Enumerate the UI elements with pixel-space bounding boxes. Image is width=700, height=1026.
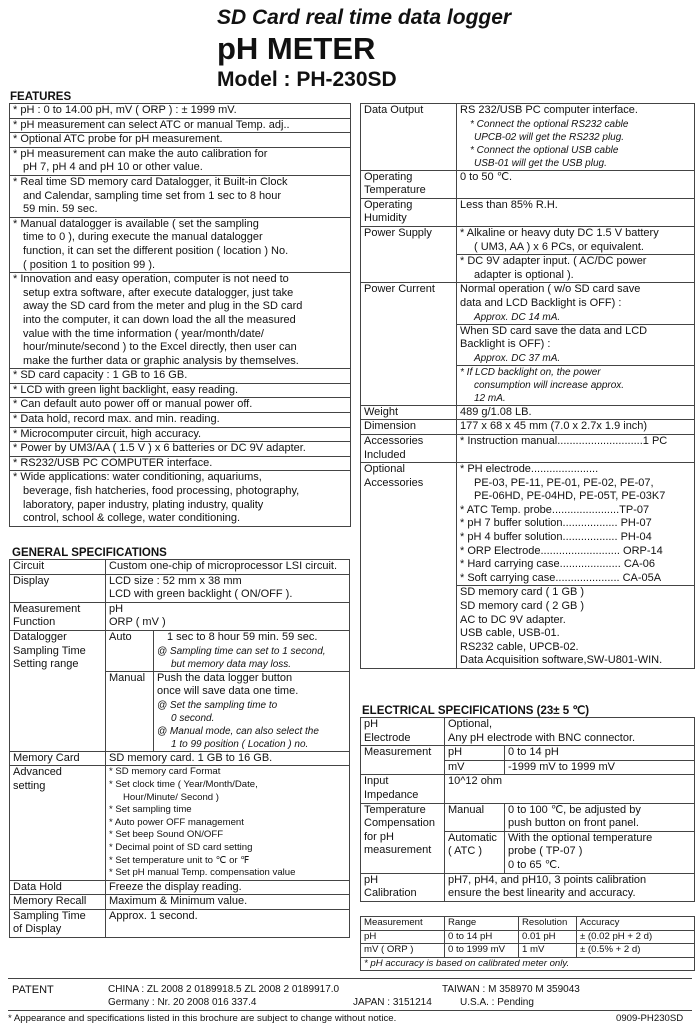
spec-label: Advanced setting: [10, 766, 106, 880]
spec-sublabel: Manual: [106, 671, 154, 751]
feature-text: * Microcomputer circuit, high accuracy.: [10, 427, 351, 442]
feature-item: [10, 456, 351, 471]
patent-divider-bottom: [8, 1010, 692, 1011]
feature-item: [10, 147, 351, 175]
spec-row-ph-electrode: [361, 718, 695, 746]
spec-row-impedance: [361, 775, 695, 803]
table-cell: ± (0.5% + 2 d): [577, 944, 695, 958]
right-specs-table: [360, 103, 695, 669]
column-header: Range: [445, 917, 519, 931]
patent-divider-top: [8, 978, 692, 979]
feature-text: * Optional ATC probe for pH measurement.: [10, 133, 351, 148]
feature-item: [10, 217, 351, 272]
spec-row-op-temp: [361, 170, 695, 198]
spec-label: Temperature Compensation for pH measurement: [361, 803, 445, 873]
spec-value: Freeze the display reading.: [106, 880, 350, 895]
spec-sublabel: Manual: [445, 803, 505, 831]
feature-item: [10, 273, 351, 369]
feature-text: * Manual datalogger is available ( set the sampling time to 0 ), during execute the manual datalogger function, it can set the different position ( location ) No. ( position 1 to position 99 ).: [10, 217, 351, 272]
advanced-setting-item: * SD memory card Format: [109, 766, 221, 778]
feature-text: * Data hold, record max. and min. reading.: [10, 413, 351, 428]
optional-accessory-item: PE-06HD, PE-04HD, PE-05T, PE-03K7: [474, 490, 666, 503]
general-specs-table: [9, 559, 350, 938]
spec-label: Dimension: [361, 420, 457, 435]
table-row: [361, 930, 695, 944]
spec-label: Weight: [361, 405, 457, 420]
spec-label: Sampling Time of Display: [10, 909, 106, 937]
spec-value: -1999 mV to 1999 mV: [505, 760, 695, 775]
spec-value: * Instruction manual............................1 PC: [457, 434, 695, 462]
spec-row-power-current: [361, 283, 695, 405]
feature-text: * pH measurement can select ATC or manual Temp. adj..: [10, 118, 351, 133]
table-cell: 0.01 pH: [519, 930, 577, 944]
spec-label: Accessories Included: [361, 434, 457, 462]
spec-value: Less than 85% R.H.: [457, 198, 695, 226]
feature-text: * LCD with green light backlight, easy reading.: [10, 383, 351, 398]
table-cell: 1 mV: [519, 944, 577, 958]
spec-value: LCD size : 52 mm x 38 mm LCD with green backlight ( ON/OFF ).: [106, 574, 350, 602]
optional-accessory-item: Data Acquisition software,SW-U801-WIN.: [460, 654, 663, 667]
spec-label: Operating Temperature: [361, 170, 457, 198]
spec-row-temp-comp-manual: [361, 803, 695, 831]
advanced-setting-item: * Set sampling time: [109, 804, 192, 816]
title-line-2: pH METER: [217, 31, 376, 66]
electrical-specs-title: ELECTRICAL SPECIFICATIONS (23± 5 ℃): [362, 705, 590, 717]
advanced-setting-item: * Set pH manual Temp. compensation value: [109, 867, 296, 879]
spec-value: [457, 463, 695, 669]
patent-japan: JAPAN : 3151214: [353, 997, 432, 1008]
title-line-1: SD Card real time data logger: [217, 6, 512, 29]
optional-accessory-item: SD memory card ( 2 GB ): [460, 600, 585, 613]
features-title: FEATURES: [10, 91, 72, 103]
spec-value: Maximum & Minimum value.: [106, 895, 350, 910]
spec-sublabel: Auto: [106, 630, 154, 671]
spec-label: Measurement: [361, 746, 445, 775]
spec-row-circuit: [10, 560, 350, 575]
advanced-setting-item: * Decimal point of SD card setting: [109, 841, 253, 853]
patent-germany: Germany : Nr. 20 2008 016 337.4: [108, 997, 257, 1008]
spec-label: Data Output: [361, 104, 457, 171]
patent-taiwan: TAIWAN : M 358970 M 359043: [442, 984, 580, 995]
electrical-specs-table: [360, 717, 695, 902]
spec-row-data-output: [361, 104, 695, 171]
accuracy-header-row: [361, 917, 695, 931]
optional-accessory-item: PE-03, PE-11, PE-01, PE-02, PE-07,: [474, 476, 654, 489]
document-code: 0909-PH230SD: [616, 1013, 684, 1024]
feature-item: [10, 104, 351, 119]
column-header: Measurement: [361, 917, 445, 931]
optional-accessory-item: * pH 7 buffer solution.................. PH-07: [460, 517, 652, 530]
spec-label: Data Hold: [10, 880, 106, 895]
spec-row-datalogger-auto: [10, 630, 350, 671]
spec-value: 0 to 100 ℃, be adjusted by push button on front panel.: [505, 803, 695, 831]
spec-value: 10^12 ohm: [445, 775, 695, 803]
spec-label: Circuit: [10, 560, 106, 575]
spec-row-op-humidity: [361, 198, 695, 226]
spec-value: 177 x 68 x 45 mm (7.0 x 2.7x 1.9 inch): [457, 420, 695, 435]
spec-value: Approx. 1 second.: [106, 909, 350, 937]
table-cell: 0 to 14 pH: [445, 930, 519, 944]
feature-text: * Can default auto power off or manual power off.: [10, 398, 351, 413]
spec-row-memory-recall: [10, 895, 350, 910]
spec-value: RS 232/USB PC computer interface. * Connect the optional RS232 cable UPCB-02 will get the RS232 plug. * Connect the optional USB cable USB-01 will get the USB plug.: [457, 104, 695, 171]
spec-label: Power Supply: [361, 226, 457, 282]
table-cell: pH: [361, 930, 445, 944]
spec-value: * Alkaline or heavy duty DC 1.5 V battery ( UM3, AA ) x 6 PCs, or equivalent. * DC 9V adapter input. ( AC/DC power adapter is optional ).: [457, 226, 695, 282]
spec-value: [106, 766, 350, 880]
spec-row-memory-card: [10, 751, 350, 766]
feature-item: [10, 118, 351, 133]
spec-row-weight: [361, 405, 695, 420]
spec-label: pH Calibration: [361, 873, 445, 901]
general-specs-title: GENERAL SPECIFICATIONS: [12, 547, 167, 559]
feature-text: * RS232/USB PC COMPUTER interface.: [10, 456, 351, 471]
spec-row-measurement-ph: [361, 746, 695, 761]
column-header: Accuracy: [577, 917, 695, 931]
spec-label: Memory Card: [10, 751, 106, 766]
spec-label: Optional Accessories: [361, 463, 457, 669]
optional-accessory-item: SD memory card ( 1 GB ): [460, 586, 585, 599]
advanced-setting-item: * Set beep Sound ON/OFF: [109, 829, 224, 841]
spec-sublabel: mV: [445, 760, 505, 775]
accuracy-table: [360, 916, 695, 971]
advanced-setting-item: * Set clock time ( Year/Month/Date,: [109, 778, 258, 790]
spec-value: With the optional temperature probe ( TP-07 ) 0 to 65 ℃.: [505, 831, 695, 873]
feature-text: * pH : 0 to 14.00 pH, mV ( ORP ) : ± 1999 mV.: [10, 104, 351, 119]
optional-accessory-item: RS232 cable, UPCB-02.: [460, 640, 579, 653]
column-header: Resolution: [519, 917, 577, 931]
accuracy-note: * pH accuracy is based on calibrated meter only.: [361, 957, 695, 971]
optional-accessory-item: AC to DC 9V adapter.: [460, 613, 566, 626]
spec-row-dimension: [361, 420, 695, 435]
feature-item: [10, 398, 351, 413]
feature-text: * Wide applications: water conditioning, aquariums, beverage, fish hatcheries, food processing, photography, laboratory, paper industry, plating industry, quality control, school & college, water conditioning.: [10, 471, 351, 526]
feature-item: [10, 413, 351, 428]
spec-sublabel: Automatic ( ATC ): [445, 831, 505, 873]
feature-text: * Innovation and easy operation, computer is not need to setup extra software, after execute datalogger, just take away the SD card from the meter and plug in the SD card into the computer, it can down load the all the measured value with the time information ( year/month/date/ hour/minute/second ) to the Excel directly, then user can make the further data or graphic analysis by themselves.: [10, 273, 351, 369]
table-cell: mV ( ORP ): [361, 944, 445, 958]
spec-value: 0 to 50 ℃.: [457, 170, 695, 198]
spec-value: Optional, Any pH electrode with BNC connector.: [445, 718, 695, 746]
footer-note: * Appearance and specifications listed in this brochure are subject to change without notice.: [8, 1013, 397, 1024]
spec-row-power-supply: [361, 226, 695, 282]
spec-row-optional: [361, 463, 695, 669]
feature-item: [10, 442, 351, 457]
spec-value: pH7, pH4, and pH10, 3 points calibration ensure the best linearity and accuracy.: [445, 873, 695, 901]
spec-label: Memory Recall: [10, 895, 106, 910]
advanced-setting-item: Hour/Minute/ Second ): [123, 791, 219, 803]
feature-item: [10, 133, 351, 148]
optional-accessory-item: USB cable, USB-01.: [460, 627, 560, 640]
spec-row-data-hold: [10, 880, 350, 895]
spec-row-function: [10, 602, 350, 630]
features-table: [9, 103, 351, 527]
feature-item: [10, 175, 351, 217]
optional-accessory-item: * Hard carrying case.................... CA-06: [460, 558, 656, 571]
feature-item: [10, 427, 351, 442]
model-title: Model : PH-230SD: [217, 68, 397, 91]
optional-accessory-item: * ATC Temp. probe......................TP-07: [460, 503, 650, 516]
feature-text: * Power by UM3/AA ( 1.5 V ) x 6 batteries or DC 9V adapter.: [10, 442, 351, 457]
optional-accessory-item: * PH electrode......................: [460, 463, 599, 476]
spec-value: Normal operation ( w/o SD card save data and LCD Backlight is OFF) : Approx. DC 14 mA. When SD card save the data and LCD Backlight is OFF) : Approx. DC 37 mA. * If LCD backlight on, the power consumption will increase approx. 12 mA.: [457, 283, 695, 405]
optional-accessory-item: * Soft carrying case..................... CA-05A: [460, 571, 662, 584]
patent-china: CHINA : ZL 2008 2 0189918.5 ZL 2008 2 0189917.0: [108, 984, 340, 995]
optional-accessory-item: * ORP Electrode.......................... ORP-14: [460, 544, 663, 557]
optional-accessory-item: * pH 4 buffer solution.................. PH-04: [460, 531, 652, 544]
spec-value: Custom one-chip of microprocessor LSI circuit.: [106, 560, 350, 575]
feature-text: * pH measurement can make the auto calibration for pH 7, pH 4 and pH 10 or other value.: [10, 147, 351, 175]
feature-item: [10, 471, 351, 526]
spec-label: pH Electrode: [361, 718, 445, 746]
feature-text: * SD card capacity : 1 GB to 16 GB.: [10, 369, 351, 384]
advanced-setting-item: * Auto power OFF management: [109, 816, 244, 828]
spec-row-sampling-time: [10, 909, 350, 937]
spec-label: Power Current: [361, 283, 457, 405]
feature-item: [10, 369, 351, 384]
spec-sublabel: pH: [445, 746, 505, 761]
advanced-setting-item: * Set temperature unit to ℃ or ℉: [109, 854, 250, 866]
spec-label: Display: [10, 574, 106, 602]
spec-value: pH ORP ( mV ): [106, 602, 350, 630]
patent-usa: U.S.A. : Pending: [460, 997, 534, 1008]
table-cell: ± (0.02 pH + 2 d): [577, 930, 695, 944]
spec-label: Input Impedance: [361, 775, 445, 803]
spec-row-advanced: [10, 766, 350, 880]
spec-value: 489 g/1.08 LB.: [457, 405, 695, 420]
spec-label: Operating Humidity: [361, 198, 457, 226]
table-cell: 0 to 1999 mV: [445, 944, 519, 958]
spec-row-display: [10, 574, 350, 602]
spec-label: Datalogger Sampling Time Setting range: [10, 630, 106, 751]
table-row: [361, 944, 695, 958]
accuracy-note-row: [361, 957, 695, 971]
spec-label: Measurement Function: [10, 602, 106, 630]
spec-row-accessories: [361, 434, 695, 462]
spec-value: SD memory card. 1 GB to 16 GB.: [106, 751, 350, 766]
feature-item: [10, 383, 351, 398]
patent-label: PATENT: [12, 984, 54, 996]
feature-text: * Real time SD memory card Datalogger, it Built-in Clock and Calendar, sampling time set from 1 sec to 8 hour 59 min. 59 sec.: [10, 175, 351, 217]
spec-value: Push the data logger button once will save data one time. @ Set the sampling time to 0 second. @ Manual mode, can also select the 1 to 99 position ( Location ) no.: [154, 671, 350, 751]
spec-row-calibration: [361, 873, 695, 901]
spec-value: 1 sec to 8 hour 59 min. 59 sec. @ Sampling time can set to 1 second, but memory data may loss.: [154, 630, 350, 671]
spec-value: 0 to 14 pH: [505, 746, 695, 761]
